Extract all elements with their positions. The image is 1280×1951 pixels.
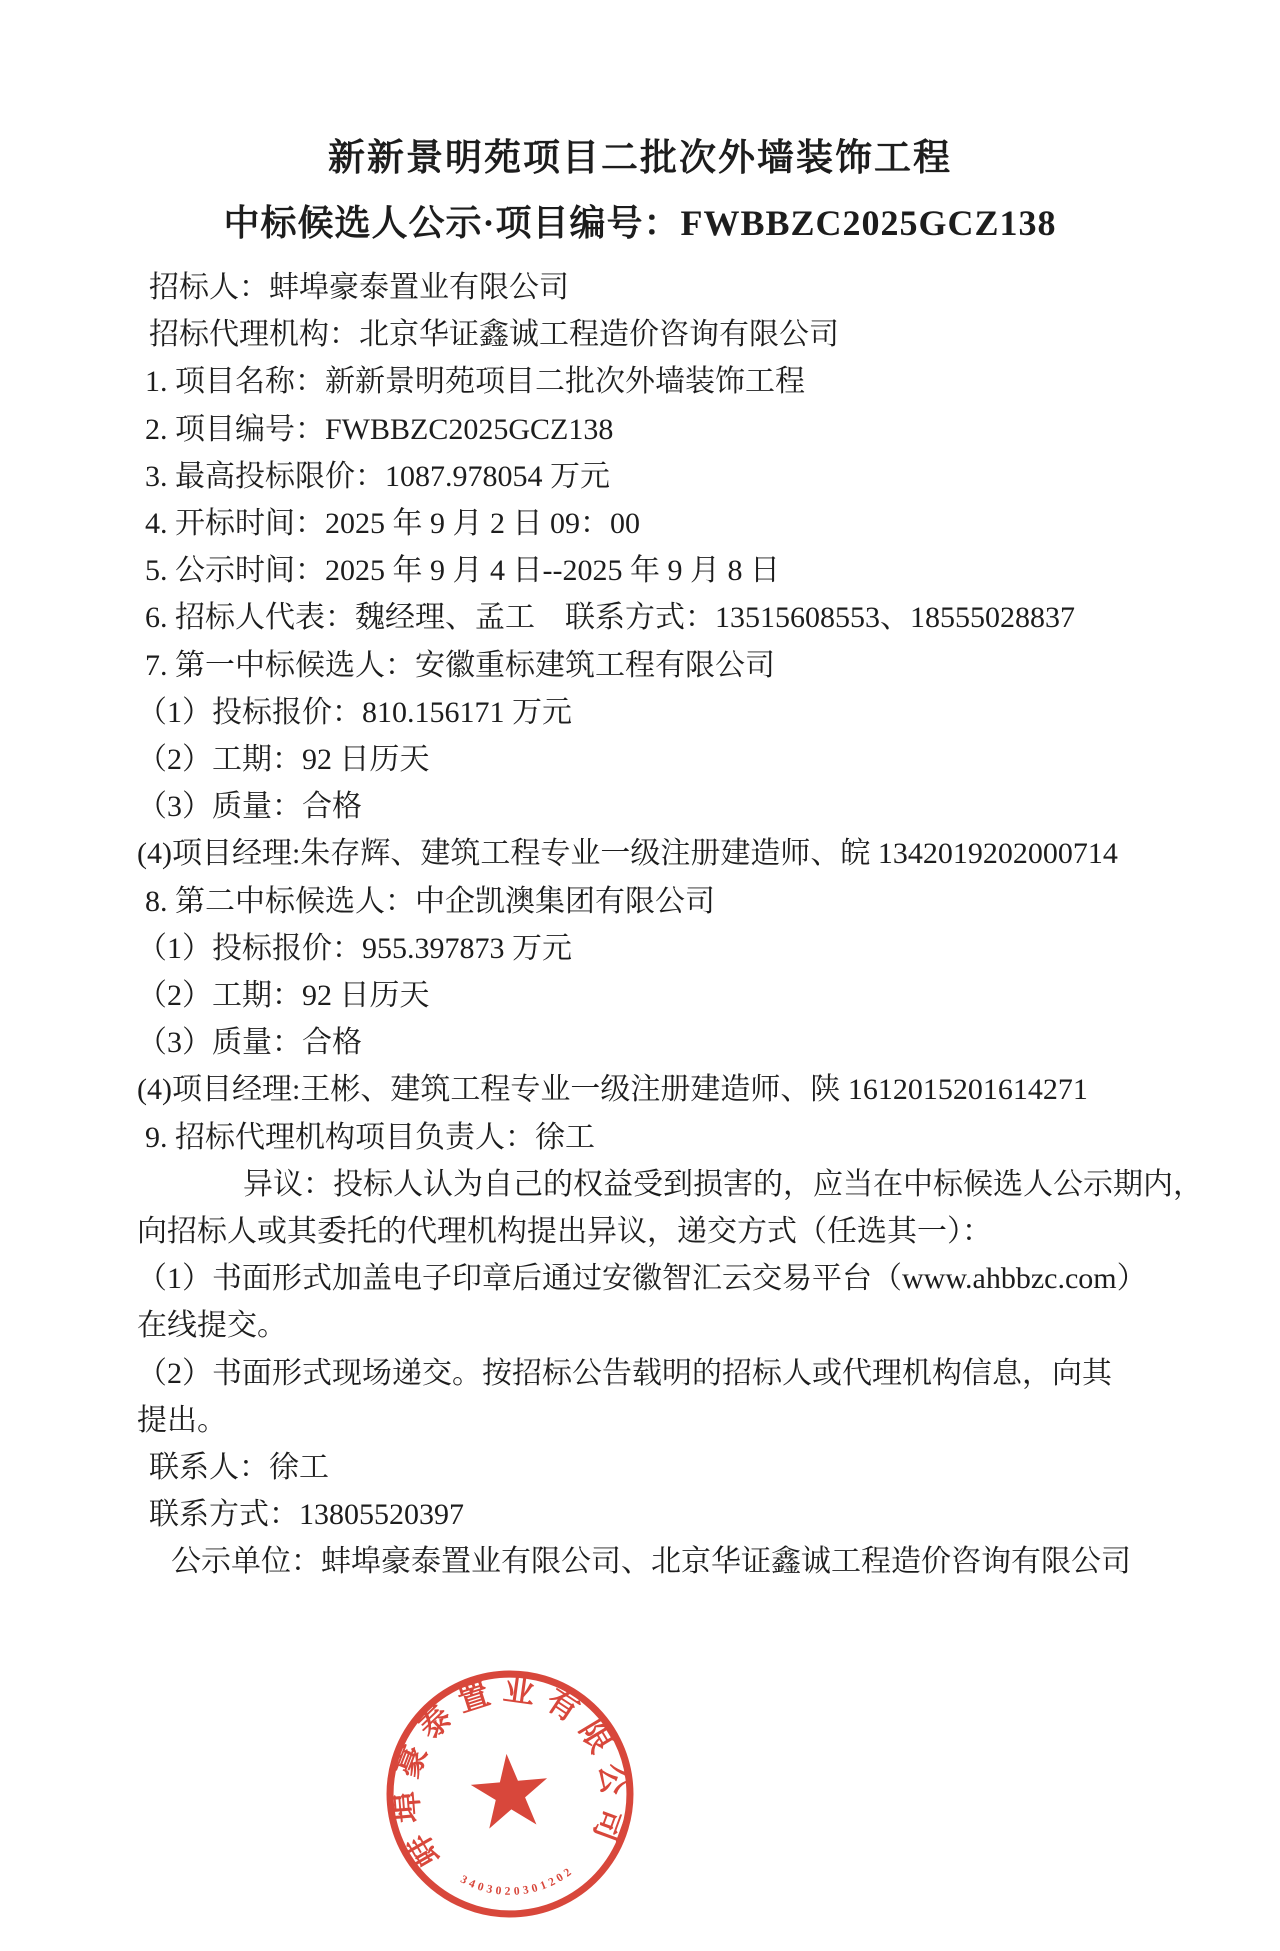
- document-line: 在线提交。: [137, 1309, 287, 1343]
- document-line: 向招标人或其委托的代理机构提出异议，递交方式（任选其一）：: [137, 1215, 992, 1249]
- document-line: 招标代理机构：北京华证鑫诚工程造价咨询有限公司: [149, 318, 839, 352]
- document-line: 6. 招标人代表：魏经理、孟工 联系方式：13515608553、18555028837: [145, 601, 1075, 635]
- document-line: (4)项目经理:朱存辉、建筑工程专业一级注册建造师、皖 1342019202000714: [137, 837, 1118, 871]
- document-body: [0, 264, 1280, 1586]
- document-line: （3）质量：合格: [137, 1026, 362, 1060]
- document-line: （2）书面形式现场递交。按招标公告载明的招标人或代理机构信息，向其: [137, 1356, 1112, 1390]
- document-line: 1. 项目名称：新新景明苑项目二批次外墙装饰工程: [145, 365, 805, 399]
- company-seal: [373, 1657, 646, 1930]
- document-title: 新新景明苑项目二批次外墙装饰工程: [328, 138, 952, 179]
- document-line: 公示单位：蚌埠豪泰置业有限公司、北京华证鑫诚工程造价咨询有限公司: [171, 1545, 1131, 1579]
- document-line: 提出。: [137, 1403, 227, 1437]
- document-line: （1）书面形式加盖电子印章后通过安徽智汇云交易平台（www.ahbbzc.com）: [137, 1262, 1147, 1296]
- document-line: （3）质量：合格: [137, 790, 362, 824]
- document-line: 招标人：蚌埠豪泰置业有限公司: [149, 271, 569, 304]
- seal-company-text: 蚌埠豪泰置业有限公司: [388, 1671, 633, 1873]
- seal-serial-text: 3403020301202: [458, 1863, 577, 1898]
- document-line: 2. 项目编号：FWBBZC2025GCZ138: [145, 412, 614, 446]
- document-line: 3. 最高投标限价：1087.978054 万元: [145, 459, 610, 493]
- document-line: 8. 第二中标候选人：中企凯澳集团有限公司: [145, 884, 715, 918]
- document-line: 5. 公示时间：2025 年 9 月 4 日--2025 年 9 月 8 日: [145, 554, 780, 588]
- document-line: 4. 开标时间：2025 年 9 月 2 日 09：00: [145, 507, 640, 541]
- document-header: [0, 140, 1280, 241]
- document-line: (4)项目经理:王彬、建筑工程专业一级注册建造师、陕 1612015201614271: [137, 1073, 1088, 1107]
- document-line: （2）工期：92 日历天: [137, 979, 430, 1013]
- seal-ring: [380, 1664, 640, 1924]
- document-line: （1）投标报价：955.397873 万元: [137, 931, 572, 965]
- seal-star-icon: [468, 1750, 551, 1829]
- document-line: 9. 招标代理机构项目负责人：徐工: [145, 1120, 595, 1154]
- document-line: 联系人：徐工: [149, 1451, 329, 1485]
- document-line: 异议：投标人认为自己的权益受到损害的，应当在中标候选人公示期内，: [243, 1167, 1203, 1201]
- document-line: 联系方式：13805520397: [149, 1498, 464, 1532]
- document-line: （1）投标报价：810.156171 万元: [137, 695, 572, 729]
- document-line: （2）工期：92 日历天: [137, 743, 430, 777]
- document-line: 7. 第一中标候选人：安徽重标建筑工程有限公司: [145, 648, 775, 682]
- document-subtitle: 中标候选人公示·项目编号：FWBBZC2025GCZ138: [223, 203, 1057, 243]
